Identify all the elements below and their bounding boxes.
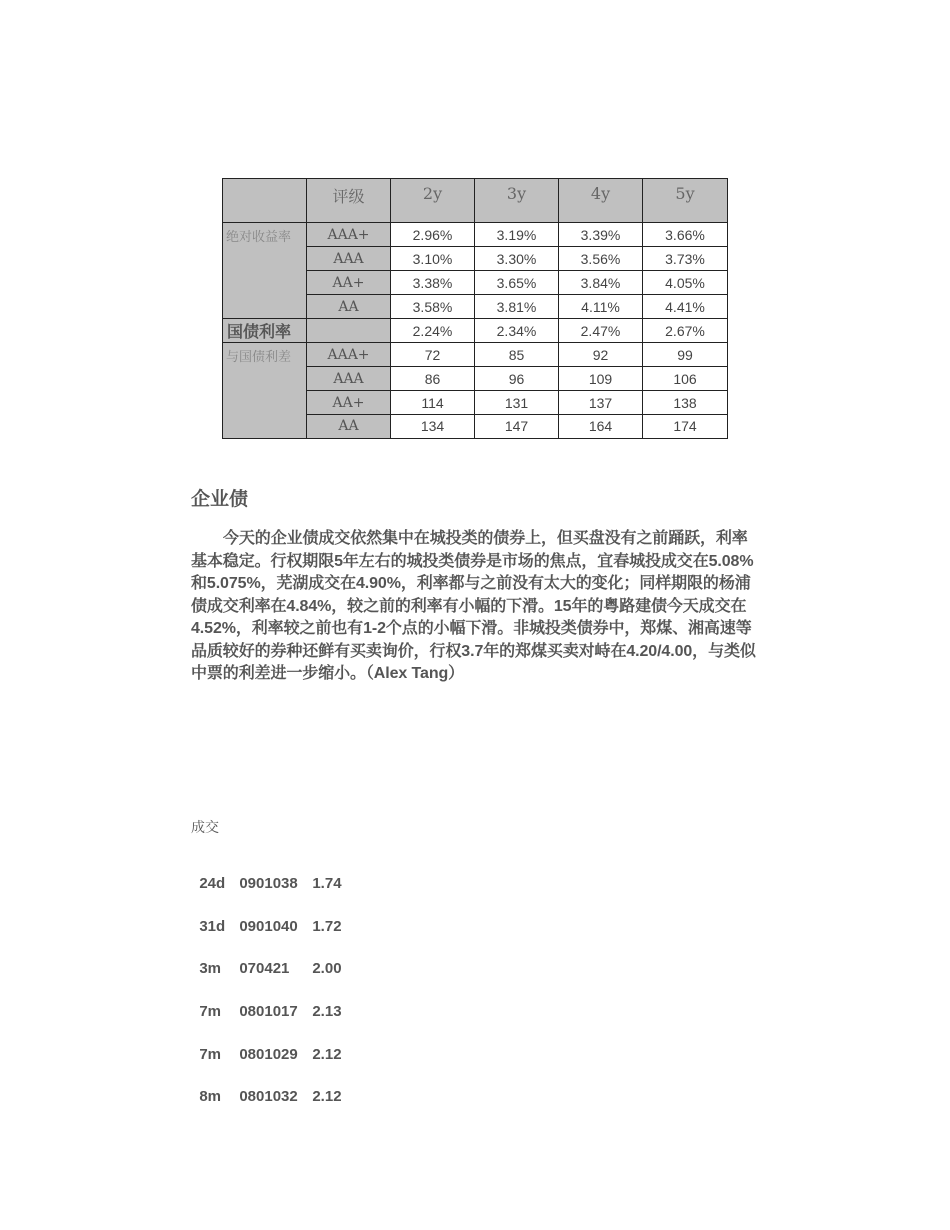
value-cell: 106 [643,367,728,391]
rating-cell: AA [307,295,391,319]
trade-code: 0901040 [239,918,298,935]
treasury-value: 2.34% [475,319,559,343]
value-cell: 138 [643,391,728,415]
value-cell: 3.38% [391,271,475,295]
section-title: 企业债 [191,488,249,510]
value-cell: 92 [559,343,643,367]
trade-rate: 2.12 [312,1088,342,1105]
rating-cell: AA [307,414,391,438]
rating-cell: AA+ [307,271,391,295]
trade-rate: 1.74 [312,875,342,892]
value-cell: 3.84% [559,271,643,295]
trade-rate: 1.72 [312,918,342,935]
trades-title: 成交 [191,820,219,836]
value-cell: 134 [391,414,475,438]
trade-rate: 2.13 [312,1003,342,1020]
header-blank [223,179,307,223]
value-cell: 147 [475,414,559,438]
value-cell: 96 [475,367,559,391]
rating-cell: AA+ [307,391,391,415]
trade-code: 070421 [239,960,290,977]
treasury-value: 2.67% [643,319,728,343]
trade-row [191,1029,342,1063]
trade-row [191,901,342,935]
trade-row [191,858,342,892]
trade-rate: 2.12 [312,1046,342,1063]
value-cell: 3.81% [475,295,559,319]
trade-code: 0801029 [239,1046,298,1063]
value-cell: 3.66% [643,223,728,247]
table-row [223,223,728,247]
header-2y: 2y [391,179,475,223]
rating-cell: AAA+ [307,223,391,247]
trade-row [191,986,342,1020]
value-cell: 3.30% [475,247,559,271]
trade-rate: 2.00 [312,960,342,977]
trade-row [191,1071,342,1105]
trade-tenor: 7m [199,1046,222,1063]
header-5y: 5y [643,179,728,223]
trade-row [191,943,342,977]
value-cell: 3.56% [559,247,643,271]
value-cell: 114 [391,391,475,415]
trade-tenor: 7m [199,1003,222,1020]
rating-cell-blank [307,319,391,343]
trade-tenor: 3m [199,960,222,977]
value-cell: 2.96% [391,223,475,247]
header-4y: 4y [559,179,643,223]
value-cell: 131 [475,391,559,415]
header-3y: 3y [475,179,559,223]
trade-tenor: 8m [199,1088,222,1105]
value-cell: 3.39% [559,223,643,247]
treasury-value: 2.24% [391,319,475,343]
absolute-yield-label: 绝对收益率 [223,223,307,319]
rating-cell: AAA+ [307,343,391,367]
rating-cell: AAA [307,247,391,271]
spread-label: 与国债利差 [223,343,307,439]
trade-code: 0901038 [239,875,298,892]
trade-tenor: 24d [199,875,226,892]
value-cell: 4.11% [559,295,643,319]
value-cell: 99 [643,343,728,367]
value-cell: 174 [643,414,728,438]
value-cell: 3.58% [391,295,475,319]
treasury-label: 国债利率 [223,319,307,343]
table-row [223,343,728,367]
table-header-row [223,179,728,223]
yield-table [222,178,728,439]
header-rating: 评级 [307,179,391,223]
treasury-row [223,319,728,343]
trade-code: 0801032 [239,1088,298,1105]
value-cell: 72 [391,343,475,367]
treasury-value: 2.47% [559,319,643,343]
commentary-paragraph: 今天的企业债成交依然集中在城投类的债券上，但买盘没有之前踊跃，利率基本稳定。行权期限5年左右的城投类债券是市场的焦点，宜春城投成交在5.08%和5.075%，芜湖成交在4.90%，利率都与之前没有太大的变化；同样期限的杨浦债成交利率在4.84%，较之前的利率有小幅的下滑。15年的粤路建债今天成交在4.52%，利率较之前也有1-2个点的小幅下滑。非城投类债券中，郑煤、湘高速等品质较好的券种还鲜有买卖询价，行权3.7年的郑煤买卖对峙在4.20/4.00，与类似中票的利差进一步缩小。（Alex Tang） [191,530,756,682]
value-cell: 3.65% [475,271,559,295]
value-cell: 137 [559,391,643,415]
value-cell: 109 [559,367,643,391]
value-cell: 3.73% [643,247,728,271]
value-cell: 85 [475,343,559,367]
trade-tenor: 31d [199,918,226,935]
value-cell: 4.05% [643,271,728,295]
value-cell: 164 [559,414,643,438]
value-cell: 4.41% [643,295,728,319]
value-cell: 86 [391,367,475,391]
trade-code: 0801017 [239,1003,298,1020]
rating-cell: AAA [307,367,391,391]
value-cell: 3.19% [475,223,559,247]
value-cell: 3.10% [391,247,475,271]
